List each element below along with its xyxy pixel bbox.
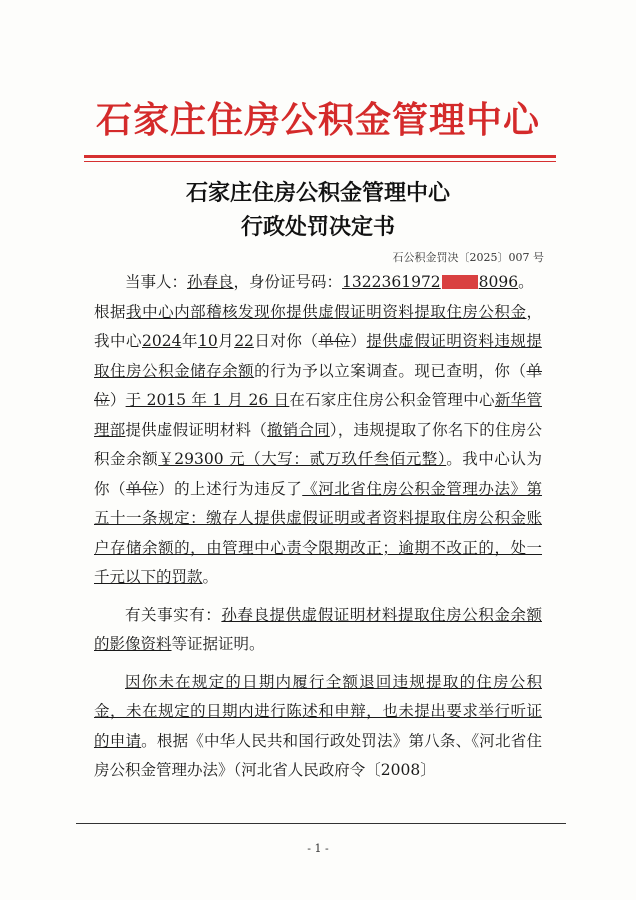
p1-material: 撤销合同 [266,420,330,439]
document-body [94,268,542,786]
p1-date: 于 2015 年 1 月 26 日 [125,391,290,409]
p1-text: 日对你（ [253,332,319,350]
p1-day: 22 [234,332,254,350]
struck-unit: 单位 [318,332,351,350]
p1-finding: 我中心内部稽核发现你提供虚假证明资料提取住房公积金 [126,302,527,321]
p1-year: 2024 [142,332,182,350]
letterhead-rule-thick [84,155,556,158]
p1-text: 根据 [94,302,127,321]
p1-department: 新华管理部 [94,391,542,439]
party-end: 。 [518,273,534,291]
party-name: 孙春良 [187,273,234,291]
p1-violation: 提供虚假证明资料违规提取住房公积金储存余额 [94,332,542,380]
p1-text: ） [350,332,367,350]
p1-text: 月 [217,332,235,350]
letterhead-rule-thin [84,161,556,162]
redaction-mark [442,275,478,289]
p1-text: 。我中心认为你（ [94,450,542,498]
paragraph-evidence [94,601,542,660]
footer-rule [76,823,566,824]
id-number [342,273,518,291]
p1-amount: ￥29300 元（大写：贰万玖仟叁佰元整） [158,450,447,468]
document-title-line2: 行政处罚决定书 [240,214,395,240]
p1-month: 10 [197,332,218,350]
paragraph-decision [94,668,542,786]
p1-text: ） [109,391,126,409]
p3-text: 。根据《中华人民共和国行政处罚法》第八条、《河北省住房公积金管理办法》（河北省人民政府令〔2008〕 [94,731,542,779]
p1-text: 的行为予以立案调查。现已查明，你（ [254,361,527,380]
document-title-line1: 石家庄住房公积金管理中心 [185,180,450,206]
p1-regulation: 《河北省住房公积金管理办法》第五十一条规定：缴存人提供虚假证明或者资料提取住房公积金账户存储余额的，由管理中心责令限期改正；逾期不改正的，处一千元以下的罚款 [94,479,542,586]
party-line [94,268,542,298]
p1-text: ，我中心 [94,302,542,350]
document-number: 石公积金罚决〔2025〕007 号 [392,251,544,264]
p3-failure: 因你未在规定的日期内履行全额退回违规提取的住房公积金 [94,672,542,720]
p1-text: ），违规提取了你名下的住房公积金余额 [94,420,542,468]
p3-no-hearing: ，未在规定的日期内进行陈述和申辩，也未提出要求举行听证的申请 [94,702,542,750]
id-suffix: 8096 [478,273,519,291]
id-label: ，身份证号码： [233,273,343,291]
p1-text: ）的上述行为违反了 [158,479,303,498]
page-number: - 1 - [307,842,329,855]
id-prefix: 1322361972 [342,273,441,291]
p2-text: 有关事实有： [125,605,222,624]
paragraph-facts [94,298,542,593]
p2-text: 等证据证明。 [171,635,265,653]
p1-text: 在石家庄住房公积金管理中心 [289,391,495,409]
struck-unit: 单位 [94,361,542,409]
p1-text: 。 [202,568,219,586]
p1-text: 年 [181,332,198,350]
letterhead: 石家庄住房公积金管理中心 [95,100,540,141]
p1-text: 提供虚假证明材料（ [125,420,267,439]
struck-unit: 单位 [126,479,159,498]
party-label: 当事人： [125,273,188,291]
p2-evidence: 孙春良提供虚假证明材料提取住房公积金余额的影像资料 [94,605,542,653]
